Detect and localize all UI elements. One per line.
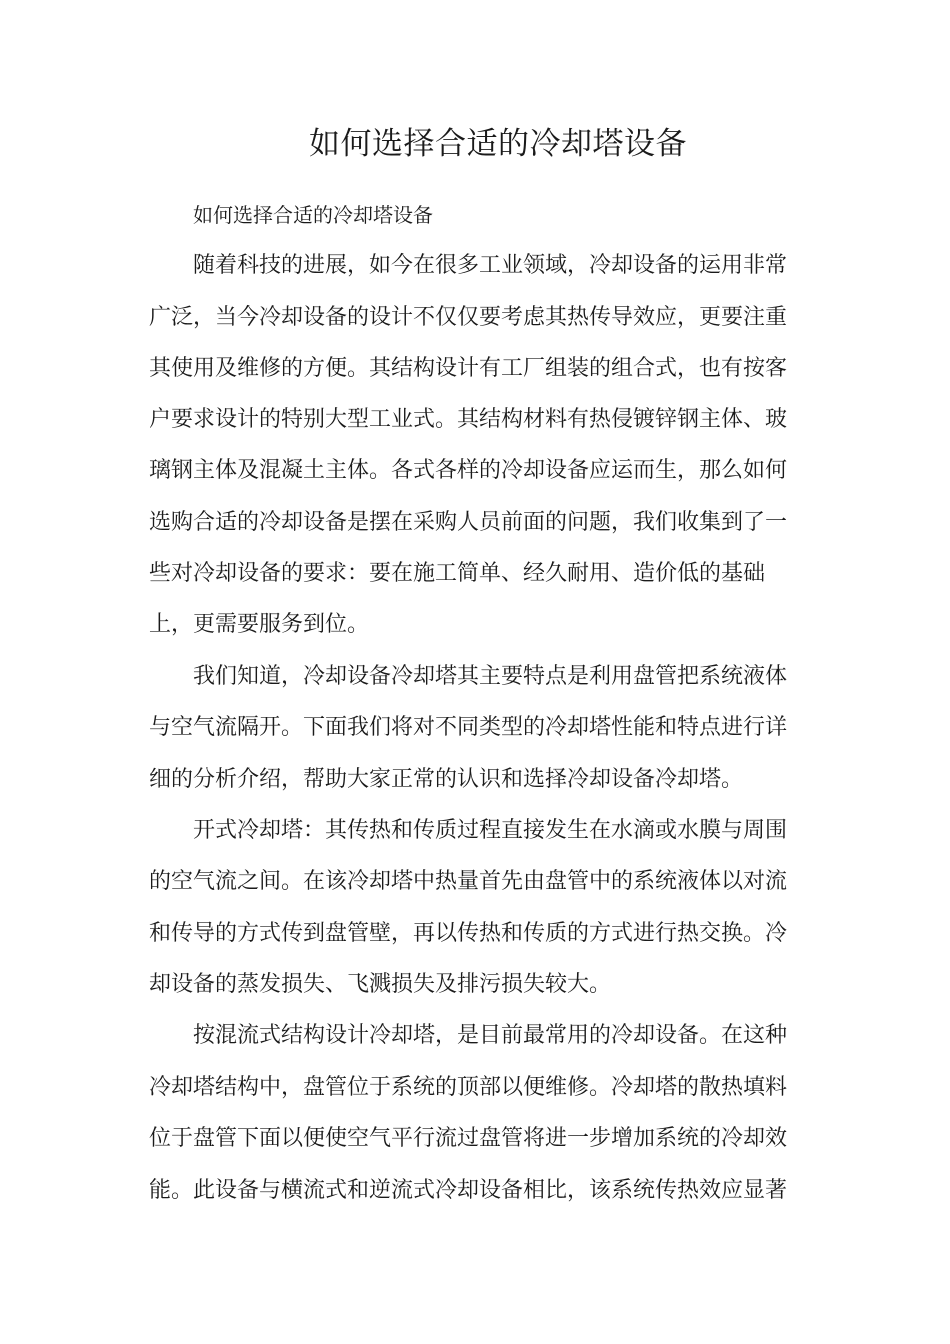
paragraph-1-line-4: 户要求设计的特别大型工业式。其结构材料有热侵镀锌钢主体、玻 — [149, 407, 788, 432]
paragraph-2-line-3: 细的分析介绍，帮助大家正常的认识和选择冷却设备冷却塔。 — [149, 767, 744, 792]
document-subtitle: 如何选择合适的冷却塔设备 — [193, 203, 433, 227]
paragraph-4-line-1: 按混流式结构设计冷却塔，是目前最常用的冷却设备。在这种 — [193, 1023, 788, 1048]
paragraph-3-line-2: 的空气流之间。在该冷却塔中热量首先由盘管中的系统液体以对流 — [149, 869, 788, 894]
document-title: 如何选择合适的冷却塔设备 — [309, 126, 687, 162]
paragraph-4-line-2: 冷却塔结构中，盘管位于系统的顶部以便维修。冷却塔的散热填料 — [149, 1075, 788, 1100]
paragraph-1-line-1: 随着科技的进展，如今在很多工业领域，冷却设备的运用非常 — [193, 253, 788, 278]
paragraph-1-line-2: 广泛，当今冷却设备的设计不仅仅要考虑其热传导效应，更要注重 — [149, 305, 788, 330]
paragraph-1-line-7: 些对冷却设备的要求：要在施工简单、经久耐用、造价低的基础 — [149, 561, 766, 586]
paragraph-1-line-6: 选购合适的冷却设备是摆在采购人员前面的问题，我们收集到了一 — [149, 510, 788, 535]
paragraph-2-line-1: 我们知道，冷却设备冷却塔其主要特点是利用盘管把系统液体 — [193, 664, 788, 689]
paragraph-3-line-1: 开式冷却塔：其传热和传质过程直接发生在水滴或水膜与周围 — [193, 818, 788, 843]
paragraph-1-line-3: 其使用及维修的方便。其结构设计有工厂组装的组合式，也有按客 — [149, 356, 788, 381]
paragraph-3-line-3: 和传导的方式传到盘管壁，再以传热和传质的方式进行热交换。冷 — [149, 921, 788, 946]
paragraph-4-line-4: 能。此设备与横流式和逆流式冷却设备相比，该系统传热效应显著 — [149, 1178, 788, 1203]
paragraph-1-line-5: 璃钢主体及混凝土主体。各式各样的冷却设备应运而生，那么如何 — [149, 458, 788, 483]
paragraph-3-line-4: 却设备的蒸发损失、飞溅损失及排污损失较大。 — [149, 972, 612, 997]
paragraph-1-line-8: 上，更需要服务到位。 — [149, 612, 370, 637]
paragraph-2-line-2: 与空气流隔开。下面我们将对不同类型的冷却塔性能和特点进行详 — [149, 715, 788, 740]
paragraph-4-line-3: 位于盘管下面以便使空气平行流过盘管将进一步增加系统的冷却效 — [149, 1126, 788, 1151]
